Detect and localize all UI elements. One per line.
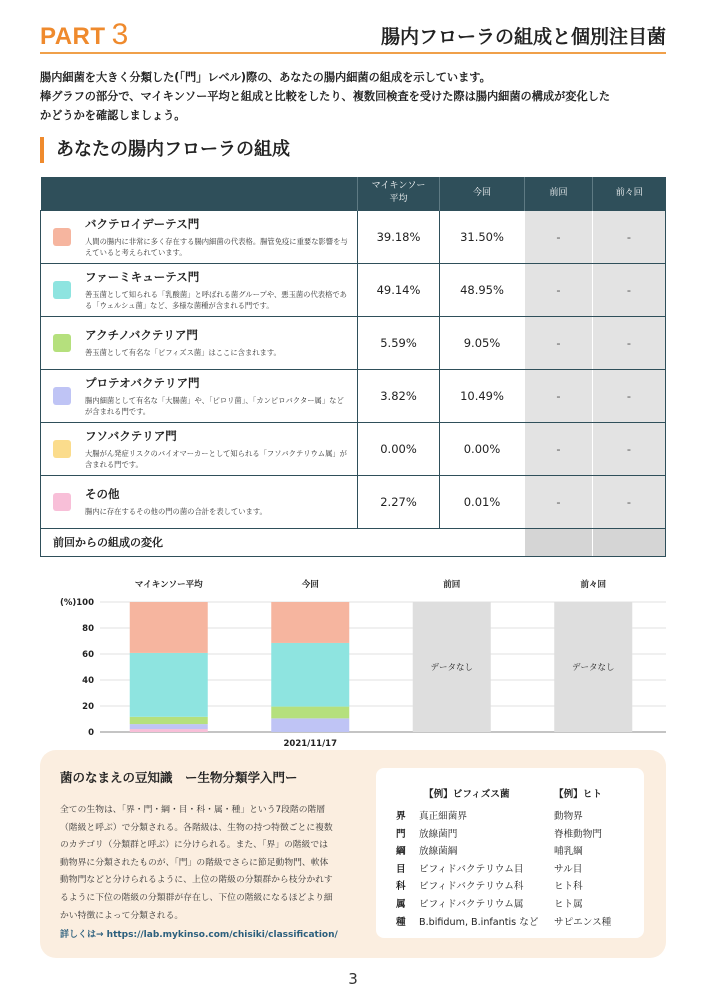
table-row [41,263,666,316]
current-value: 0.01% [440,475,525,528]
part-label [40,18,128,52]
table-row [41,369,666,422]
info-title: 菌のなまえの豆知識 ー生物分類学入門ー [60,770,298,785]
average-value: 0.00% [358,422,440,475]
header-previous: 前回 [525,177,593,210]
bar-segment [271,643,349,707]
phylum-cell [41,369,358,422]
taxonomy-row [376,878,644,895]
average-value: 2.27% [358,475,440,528]
phylum-name: その他 [85,487,120,501]
category-label: 前々回 [580,580,607,590]
before-previous-value: - [593,422,666,475]
human-taxon: サル目 [554,863,583,875]
info-line: 全ての生物は、「界・門・綱・目・科・属・種」という7段階の階層 [60,805,326,815]
bifidus-taxon: B.bifidum, B.infantis など [419,916,539,928]
info-line: 動物門などと分けられるように、上位の階級の分類群から枝分かれす [60,875,333,886]
phylum-description: 大腸がん発症リスクのバイオマーカーとして知られる「フソバクテリウム属」が含まれる門です。 [85,448,347,469]
page-header [40,10,666,54]
before-previous-value: - [593,316,666,369]
bar-segment [130,602,208,653]
human-taxon: 脊椎動物門 [554,828,602,840]
phylum-color-swatch [53,493,71,511]
previous-value: - [525,210,593,263]
before-previous-value: - [593,475,666,528]
y-tick-label: 60 [82,650,94,660]
bar-segment [271,602,349,643]
bifidus-taxon: 放線菌綱 [419,846,458,858]
phylum-description: 人間の腸内に非常に多く存在する腸内細菌の代表格。腸管免疫に重要な影響を与えていると考えられています。 [85,236,348,257]
human-taxon: ヒト属 [554,899,583,910]
composition-table [40,177,666,557]
phylum-name: ファーミキューテス門 [85,269,200,284]
human-taxon: 動物界 [554,811,583,822]
human-taxon: サピエンス種 [554,916,612,928]
taxonomy-row [376,896,644,913]
current-value: 0.00% [440,422,525,475]
average-value: 5.59% [358,316,440,369]
category-label: 前回 [443,580,461,590]
phylum-cell [41,263,358,316]
phylum-name: プロテオバクテリア門 [85,375,200,390]
before-previous-value: - [593,263,666,316]
average-value: 49.14% [358,263,440,316]
previous-value: - [525,263,593,316]
rank-label: 種 [396,916,406,928]
info-line: のカテゴリ（分類群と呼ぶ）に分けられる。また、「界」の階級では [60,840,328,851]
rank-label: 門 [396,828,406,840]
taxonomy-row [376,826,644,843]
phylum-color-swatch [53,334,71,352]
bar-segment [130,717,208,724]
change-previous [525,528,593,556]
phylum-color-swatch [53,281,71,299]
taxonomy-example-card [376,768,644,938]
taxonomy-row [376,843,644,860]
average-value: 3.82% [358,369,440,422]
previous-value: - [525,422,593,475]
phylum-cell [41,422,358,475]
info-line: 動物界に分類されたものが、「門」の階級でさらに節足動物門、軟体 [60,857,329,868]
phylum-name: フソバクテリア門 [85,428,177,443]
taxonomy-row [376,808,644,825]
average-value: 39.18% [358,210,440,263]
header-before-previous: 前々回 [593,177,666,210]
composition-change-label: 前回からの組成の変化 [41,528,525,556]
no-data-label: データなし [430,663,474,673]
phylum-cell [41,475,358,528]
current-value: 48.95% [440,263,525,316]
bar-segment [130,724,208,729]
example-header-human: 【例】ヒト [554,789,602,800]
header-average: マイキンソー 平均 [358,177,440,210]
example-header-bifidus: 【例】ビフィズス菌 [424,789,510,800]
before-previous-value: - [593,210,666,263]
category-label: 今回 [301,580,319,590]
rank-label: 界 [396,811,406,822]
phylum-cell [41,316,358,369]
phylum-description: 善玉菌として知られる「乳酸菌」と呼ばれる菌グループや、悪玉菌の代表格である「ウェルシュ菌」など、多様な菌種が含まれる門です。 [85,289,347,310]
rank-label: 属 [396,899,406,910]
previous-value: - [525,316,593,369]
table-row [41,422,666,475]
table-row [41,316,666,369]
bar-segment [130,729,208,732]
bifidus-taxon: 放線菌門 [419,828,458,840]
part-word: PART [40,23,106,50]
previous-value: - [525,369,593,422]
y-tick-label: 20 [82,702,94,712]
phylum-description: 腸内細菌として有名な「大腸菌」や、「ピロリ菌」、「カンピロバクター属」などが含まれる門です。 [85,395,344,416]
taxonomy-row [376,914,644,931]
change-before-previous [593,528,666,556]
y-tick-label: 100 [76,598,94,608]
intro-text [40,68,670,125]
phylum-color-swatch [53,387,71,405]
table-row [41,210,666,263]
bar-segment [271,718,349,732]
y-axis-unit: (%) [60,598,77,608]
taxonomy-info-box [40,750,666,958]
info-line: かい特徴によって分類される。 [60,910,184,921]
composition-change-row [41,528,666,556]
y-tick-label: 0 [88,728,94,738]
phylum-description: 腸内に存在するその他の門の菌の合計を表しています。 [85,507,267,516]
phylum-name: アクチノバクテリア門 [85,328,198,342]
phylum-color-swatch [53,440,71,458]
table-header-row [41,177,666,210]
phylum-name: バクテロイデーテス門 [85,216,200,231]
phylum-cell [41,210,358,263]
y-tick-label: 40 [82,676,94,686]
rank-label: 科 [396,881,406,893]
human-taxon: ヒト科 [554,881,583,893]
current-value: 10.49% [440,369,525,422]
intro-line: かどうかを確認しましょう。 [40,109,186,122]
info-body [60,802,360,925]
bifidus-taxon: ビフィドバクテリウム目 [419,863,524,875]
page-number: 3 [348,970,358,988]
intro-line: 棒グラフの部分で、マイキンソー平均と組成と比較をしたり、複数回検査を受けた際は腸内細菌の構成が変化した [40,90,611,103]
composition-chart [40,572,666,750]
bifidus-taxon: ビフィドバクテリウム科 [419,881,524,893]
current-value: 9.05% [440,316,525,369]
section-title: 腸内フローラの組成と個別注目菌 [380,26,666,48]
before-previous-value: - [593,369,666,422]
x-tick-label: 2021/11/17 [283,739,338,749]
y-tick-label: 80 [82,624,94,634]
previous-value: - [525,475,593,528]
rank-label: 目 [396,863,406,875]
table-row [41,475,666,528]
info-line: （階級と呼ぶ）で分類される。各階級は、生物の持つ特徴ごとに複数 [60,822,333,833]
info-line: るように下位の階級の分類群が存在し、下位の階級になるほどより細 [60,892,333,903]
header-current: 今回 [440,177,525,210]
header-blank [41,177,358,210]
human-taxon: 哺乳綱 [554,846,583,858]
bar-segment [271,707,349,719]
intro-line: 腸内細菌を大きく分類した(「門」レベル)際の、あなたの腸内細菌の組成を示しています。 [40,71,491,84]
taxonomy-row [376,861,644,878]
category-label: マイキンソー平均 [134,580,203,590]
no-data-label: データなし [571,663,615,673]
composition-heading: あなたの腸内フローラの組成 [40,137,290,163]
bar-segment [130,653,208,717]
current-value: 31.50% [440,210,525,263]
phylum-description: 善玉菌として有名な「ビフィズス菌」はここに含まれます。 [85,348,281,357]
bifidus-taxon: 真正細菌界 [419,811,467,822]
rank-label: 綱 [396,846,406,858]
bifidus-taxon: ビフィドバクテリウム属 [419,899,524,910]
part-number: 3 [111,18,129,51]
details-link[interactable]: 詳しくは→ https://lab.mykinso.com/chisiki/classification/ [60,930,338,940]
phylum-color-swatch [53,228,71,246]
